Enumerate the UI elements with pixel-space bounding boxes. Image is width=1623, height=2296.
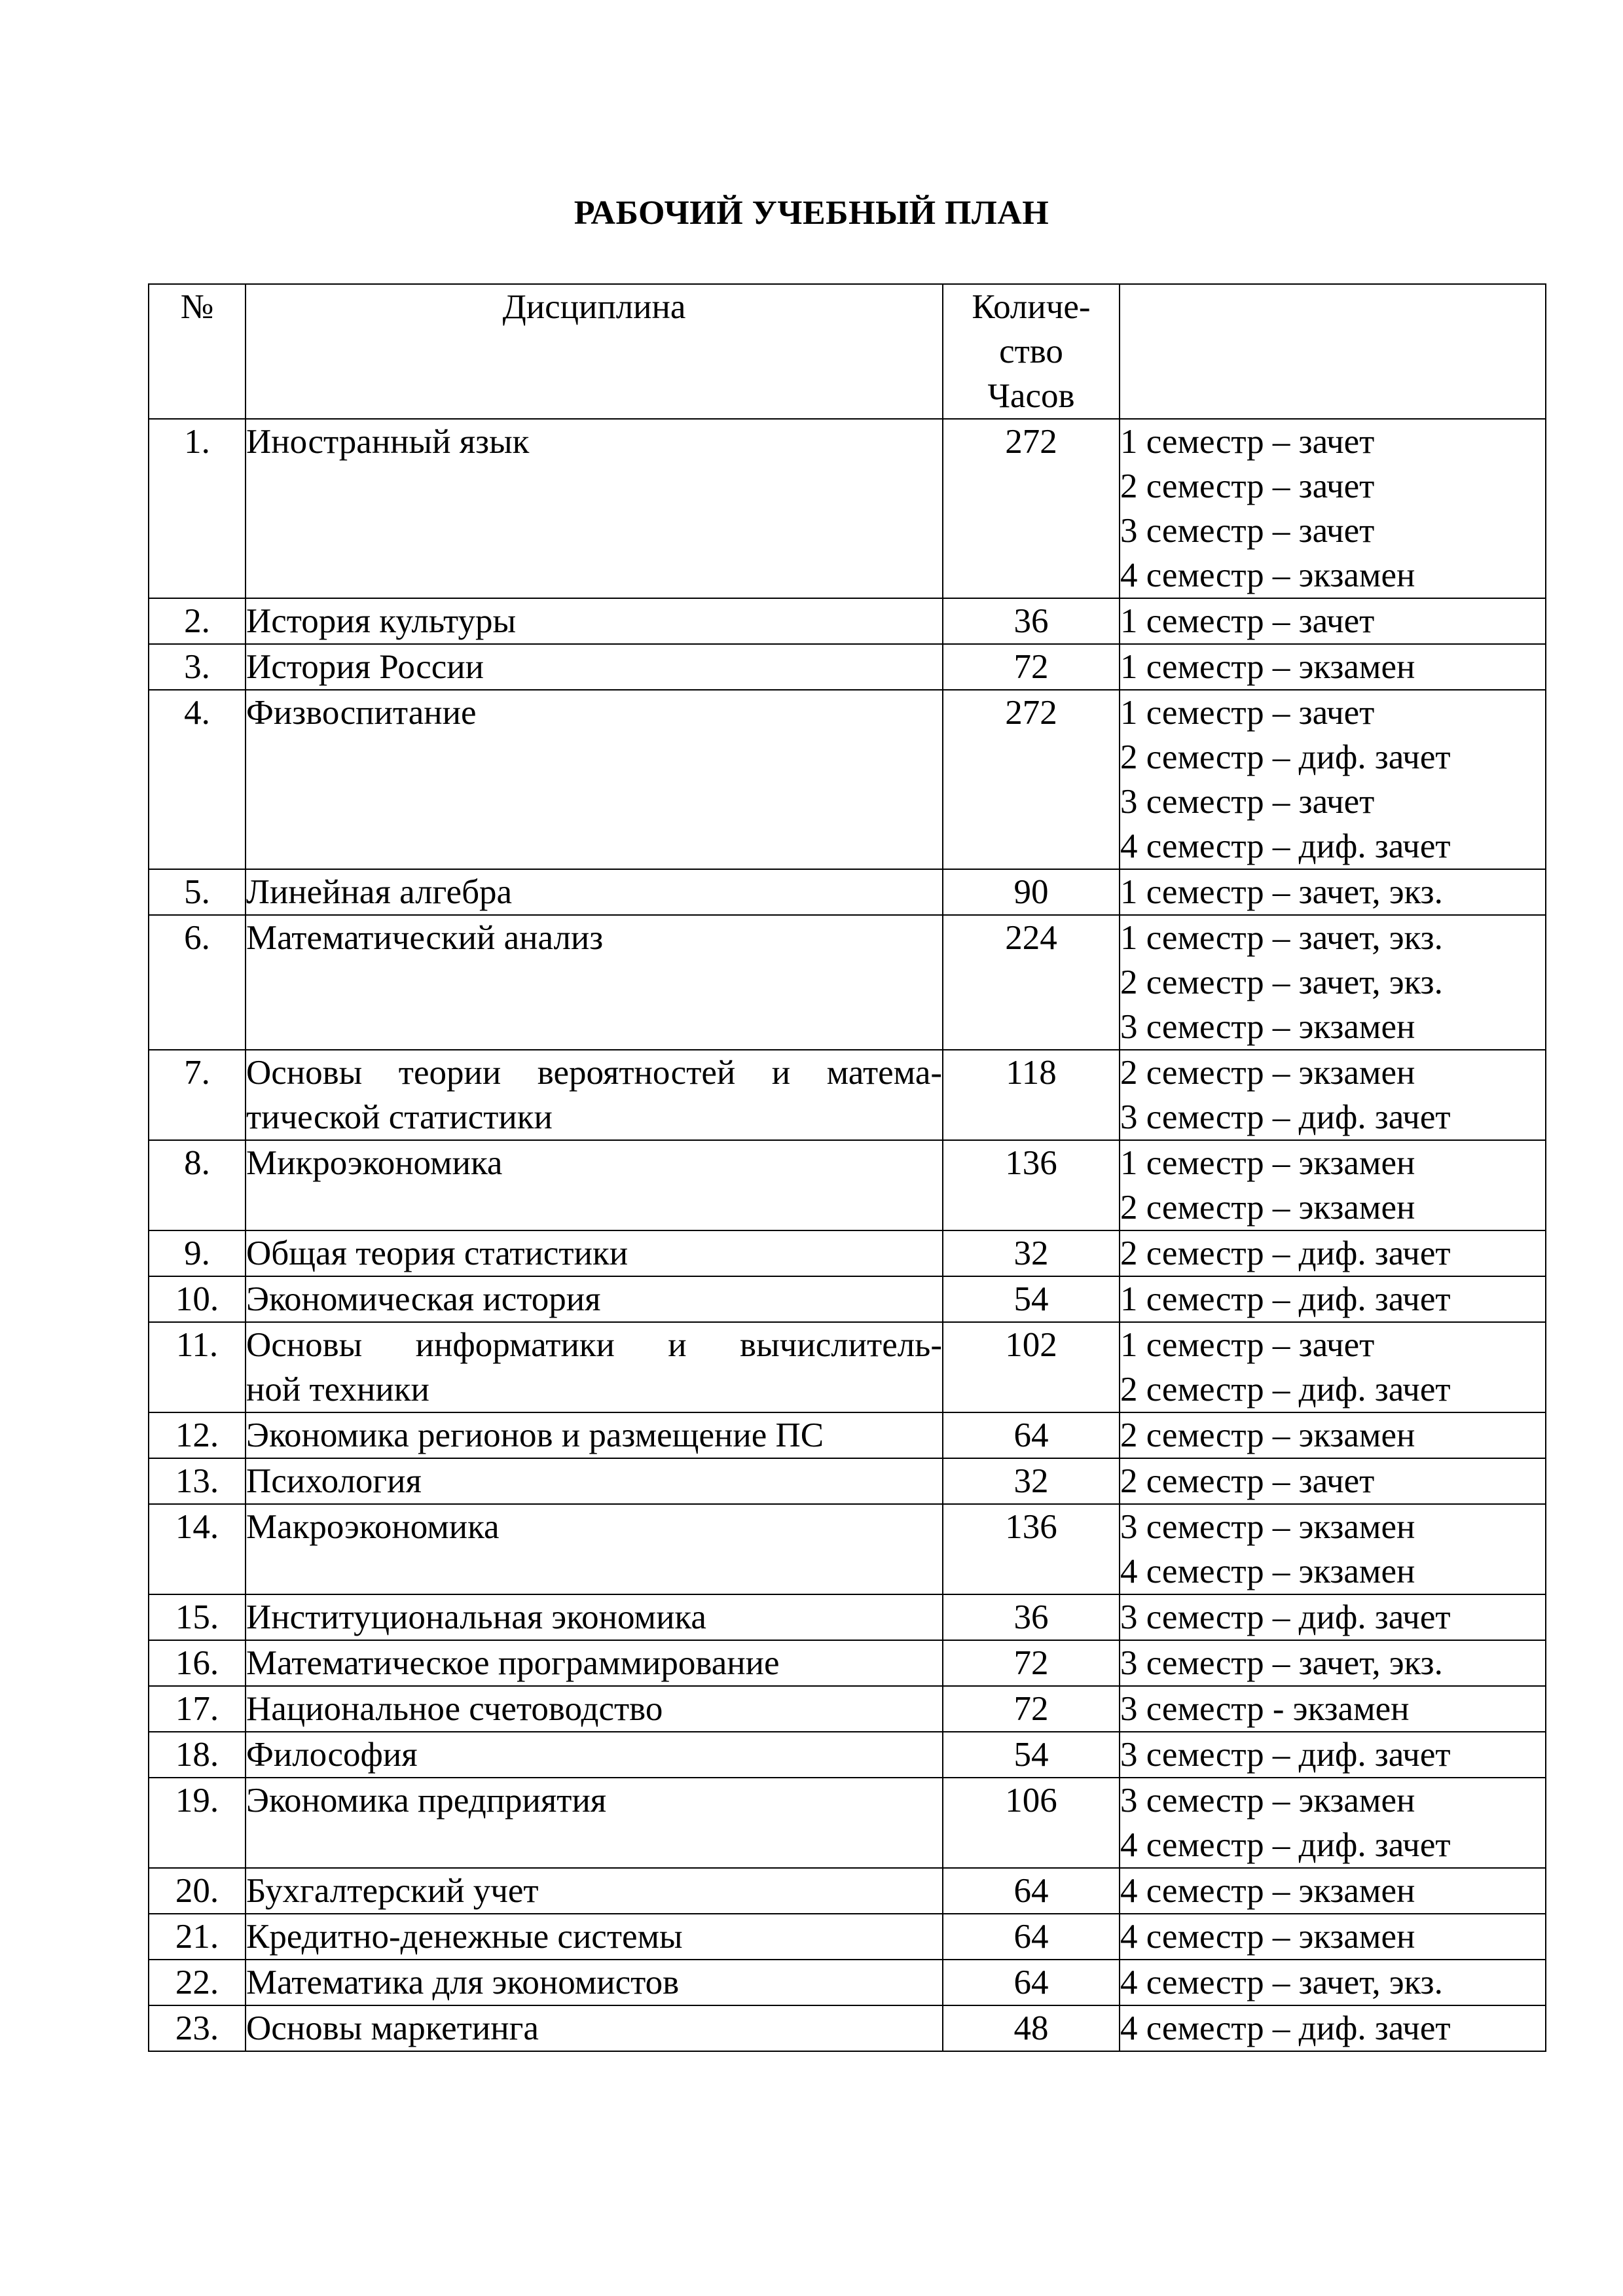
assessment-line: 3 семестр – зачет, экз. <box>1120 1644 1443 1682</box>
hours-cell: 224 <box>943 915 1120 1050</box>
hours-cell: 106 <box>943 1778 1120 1868</box>
hours-cell: 64 <box>943 1914 1120 1960</box>
header-discipline: Дисциплина <box>246 284 943 419</box>
hours-cell: 272 <box>943 690 1120 869</box>
assessment-line: 2 семестр – зачет <box>1120 467 1375 505</box>
table-row <box>149 1640 1546 1686</box>
row-number: 15. <box>149 1594 246 1640</box>
assessment-line: 3 семестр – зачет <box>1120 512 1375 550</box>
table-row <box>149 1140 1546 1230</box>
row-number: 7. <box>149 1050 246 1140</box>
row-number: 1. <box>149 419 246 598</box>
table-row <box>149 1276 1546 1322</box>
assessment-line: 2 семестр – диф. зачет <box>1120 738 1451 776</box>
table-row <box>149 1868 1546 1914</box>
discipline-cell <box>246 1322 943 1412</box>
table-row <box>149 1050 1546 1140</box>
assessment-cell <box>1120 1868 1546 1914</box>
assessment-line: 2 семестр – экзамен <box>1120 1189 1415 1227</box>
discipline-cell <box>246 598 943 644</box>
assessment-line: 1 семестр – зачет, экз. <box>1120 919 1443 957</box>
discipline-cell <box>246 1778 943 1868</box>
row-number: 23. <box>149 2005 246 2051</box>
row-number: 5. <box>149 869 246 915</box>
hours-cell: 54 <box>943 1276 1120 1322</box>
discipline-name-line: Бухгалтерский учет <box>246 1872 539 1910</box>
assessment-line: 4 семестр – диф. зачет <box>1120 827 1451 865</box>
table-row <box>149 1732 1546 1778</box>
assessment-cell <box>1120 2005 1546 2051</box>
row-number: 11. <box>149 1322 246 1412</box>
discipline-cell <box>246 1140 943 1230</box>
assessment-line: 1 семестр – зачет <box>1120 694 1375 732</box>
table-row <box>149 1458 1546 1504</box>
discipline-name-line: Экономика регионов и размещение ПС <box>246 1416 824 1454</box>
assessment-cell <box>1120 1686 1546 1732</box>
discipline-name-line: Основы теории вероятностей и матема- <box>246 1054 942 1092</box>
hours-cell: 54 <box>943 1732 1120 1778</box>
assessment-line: 4 семестр – экзамен <box>1120 556 1415 594</box>
assessment-line: 2 семестр – диф. зачет <box>1120 1371 1451 1408</box>
assessment-cell <box>1120 1412 1546 1458</box>
assessment-cell <box>1120 1914 1546 1960</box>
table-row <box>149 1960 1546 2005</box>
hours-cell: 118 <box>943 1050 1120 1140</box>
table-row <box>149 1778 1546 1868</box>
table-row <box>149 1914 1546 1960</box>
discipline-cell <box>246 1868 943 1914</box>
discipline-name-line: Микроэкономика <box>246 1144 503 1182</box>
discipline-name-line: Физвоспитание <box>246 694 477 732</box>
discipline-name-line: Экономика предприятия <box>246 1782 607 1820</box>
discipline-cell <box>246 2005 943 2051</box>
table-row <box>149 419 1546 598</box>
curriculum-table <box>148 283 1546 2052</box>
discipline-name-line: Экономическая история <box>246 1280 601 1318</box>
assessment-line: 2 семестр – диф. зачет <box>1120 1234 1451 1272</box>
assessment-cell <box>1120 1230 1546 1276</box>
discipline-name-line: тической статистики <box>246 1098 553 1136</box>
assessment-cell <box>1120 690 1546 869</box>
discipline-name-line: Общая теория статистики <box>246 1234 629 1272</box>
discipline-name-line: Кредитно-денежные системы <box>246 1918 683 1956</box>
discipline-cell <box>246 1276 943 1322</box>
hours-cell: 102 <box>943 1322 1120 1412</box>
assessment-cell <box>1120 419 1546 598</box>
discipline-name-line: Психология <box>246 1462 422 1500</box>
discipline-cell <box>246 419 943 598</box>
assessment-line: 3 семестр – зачет <box>1120 783 1375 821</box>
discipline-name-line: Философия <box>246 1736 418 1774</box>
assessment-line: 4 семестр – экзамен <box>1120 1918 1415 1956</box>
assessment-line: 3 семестр - экзамен <box>1120 1690 1410 1728</box>
discipline-cell <box>246 1914 943 1960</box>
table-row <box>149 690 1546 869</box>
assessment-line: 4 семестр – зачет, экз. <box>1120 1964 1443 2001</box>
header-number: № <box>149 284 246 419</box>
discipline-cell <box>246 1640 943 1686</box>
hours-cell: 48 <box>943 2005 1120 2051</box>
discipline-cell <box>246 1686 943 1732</box>
hours-cell: 64 <box>943 1412 1120 1458</box>
discipline-name-line: Математика для экономистов <box>246 1964 680 2001</box>
table-row <box>149 1322 1546 1412</box>
assessment-line: 1 семестр – диф. зачет <box>1120 1280 1451 1318</box>
assessment-line: 2 семестр – зачет, экз. <box>1120 963 1443 1001</box>
table-row <box>149 598 1546 644</box>
discipline-cell <box>246 1732 943 1778</box>
discipline-name-line: Математический анализ <box>246 919 604 957</box>
table-row <box>149 1594 1546 1640</box>
discipline-name-line: История России <box>246 648 484 686</box>
row-number: 4. <box>149 690 246 869</box>
discipline-cell <box>246 644 943 690</box>
hours-cell: 272 <box>943 419 1120 598</box>
assessment-line: 2 семестр – экзамен <box>1120 1054 1415 1092</box>
hours-cell: 32 <box>943 1458 1120 1504</box>
discipline-name-line: Институциональная экономика <box>246 1598 706 1636</box>
header-assessment <box>1120 284 1546 419</box>
assessment-cell <box>1120 1732 1546 1778</box>
hours-cell: 90 <box>943 869 1120 915</box>
document-title: РАБОЧИЙ УЧЕБНЫЙ ПЛАН <box>574 194 1049 232</box>
assessment-cell <box>1120 1276 1546 1322</box>
assessment-line: 1 семестр – экзамен <box>1120 1144 1415 1182</box>
table-row <box>149 1230 1546 1276</box>
table-row <box>149 1686 1546 1732</box>
hours-cell: 36 <box>943 598 1120 644</box>
table-body <box>149 419 1546 2051</box>
row-number: 2. <box>149 598 246 644</box>
hours-cell: 72 <box>943 1686 1120 1732</box>
assessment-cell <box>1120 1778 1546 1868</box>
header-hours <box>943 284 1120 419</box>
assessment-line: 3 семестр – диф. зачет <box>1120 1098 1451 1136</box>
assessment-cell <box>1120 644 1546 690</box>
assessment-cell <box>1120 869 1546 915</box>
discipline-name-line: История культуры <box>246 602 517 640</box>
table-row <box>149 2005 1546 2051</box>
hours-cell: 136 <box>943 1140 1120 1230</box>
discipline-cell <box>246 1230 943 1276</box>
assessment-line: 4 семестр – диф. зачет <box>1120 2009 1451 2047</box>
discipline-name-line: Линейная алгебра <box>246 873 513 911</box>
row-number: 10. <box>149 1276 246 1322</box>
hours-cell: 32 <box>943 1230 1120 1276</box>
assessment-line: 4 семестр – экзамен <box>1120 1872 1415 1910</box>
table-row <box>149 644 1546 690</box>
discipline-cell <box>246 869 943 915</box>
discipline-name-line: Макроэкономика <box>246 1508 500 1546</box>
assessment-line: 4 семестр – диф. зачет <box>1120 1826 1451 1864</box>
header-hours-line: ство <box>999 332 1063 370</box>
header-hours-line: Количе- <box>972 288 1091 326</box>
hours-cell: 72 <box>943 1640 1120 1686</box>
hours-cell: 136 <box>943 1504 1120 1594</box>
assessment-line: 1 семестр – зачет <box>1120 602 1375 640</box>
discipline-name-line: Основы информатики и вычислитель- <box>246 1326 942 1364</box>
discipline-name-line: ной техники <box>246 1371 429 1408</box>
hours-cell: 64 <box>943 1960 1120 2005</box>
assessment-line: 3 семестр – экзамен <box>1120 1782 1415 1820</box>
row-number: 8. <box>149 1140 246 1230</box>
header-hours-line: Часов <box>987 377 1075 415</box>
assessment-cell <box>1120 1594 1546 1640</box>
discipline-cell <box>246 1412 943 1458</box>
row-number: 16. <box>149 1640 246 1686</box>
table-row <box>149 869 1546 915</box>
assessment-line: 4 семестр – экзамен <box>1120 1552 1415 1590</box>
table-row <box>149 1412 1546 1458</box>
assessment-cell <box>1120 1640 1546 1686</box>
assessment-line: 1 семестр – экзамен <box>1120 648 1415 686</box>
assessment-cell <box>1120 1322 1546 1412</box>
row-number: 18. <box>149 1732 246 1778</box>
row-number: 3. <box>149 644 246 690</box>
discipline-cell <box>246 915 943 1050</box>
assessment-cell <box>1120 915 1546 1050</box>
table-header-row <box>149 284 1546 419</box>
row-number: 6. <box>149 915 246 1050</box>
row-number: 13. <box>149 1458 246 1504</box>
hours-cell: 64 <box>943 1868 1120 1914</box>
discipline-cell <box>246 1504 943 1594</box>
discipline-cell <box>246 1960 943 2005</box>
discipline-cell <box>246 1050 943 1140</box>
assessment-line: 3 семестр – диф. зачет <box>1120 1598 1451 1636</box>
discipline-name-line: Математическое программирование <box>246 1644 780 1682</box>
assessment-cell <box>1120 1050 1546 1140</box>
discipline-cell <box>246 1594 943 1640</box>
row-number: 22. <box>149 1960 246 2005</box>
assessment-line: 2 семестр – зачет <box>1120 1462 1375 1500</box>
assessment-cell <box>1120 598 1546 644</box>
assessment-cell <box>1120 1140 1546 1230</box>
assessment-cell <box>1120 1504 1546 1594</box>
table-row <box>149 1504 1546 1594</box>
hours-cell: 36 <box>943 1594 1120 1640</box>
assessment-line: 1 семестр – зачет <box>1120 1326 1375 1364</box>
row-number: 9. <box>149 1230 246 1276</box>
discipline-name-line: Иностранный язык <box>246 423 530 461</box>
table-row <box>149 915 1546 1050</box>
row-number: 20. <box>149 1868 246 1914</box>
row-number: 21. <box>149 1914 246 1960</box>
row-number: 17. <box>149 1686 246 1732</box>
discipline-name-line: Национальное счетоводство <box>246 1690 663 1728</box>
discipline-name-line: Основы маркетинга <box>246 2009 539 2047</box>
assessment-cell <box>1120 1960 1546 2005</box>
discipline-cell <box>246 1458 943 1504</box>
row-number: 19. <box>149 1778 246 1868</box>
row-number: 12. <box>149 1412 246 1458</box>
discipline-cell <box>246 690 943 869</box>
assessment-line: 3 семестр – экзамен <box>1120 1508 1415 1546</box>
assessment-line: 1 семестр – зачет, экз. <box>1120 873 1443 911</box>
assessment-line: 3 семестр – диф. зачет <box>1120 1736 1451 1774</box>
hours-cell: 72 <box>943 644 1120 690</box>
row-number: 14. <box>149 1504 246 1594</box>
assessment-line: 3 семестр – экзамен <box>1120 1008 1415 1046</box>
assessment-line: 1 семестр – зачет <box>1120 423 1375 461</box>
assessment-cell <box>1120 1458 1546 1504</box>
assessment-line: 2 семестр – экзамен <box>1120 1416 1415 1454</box>
